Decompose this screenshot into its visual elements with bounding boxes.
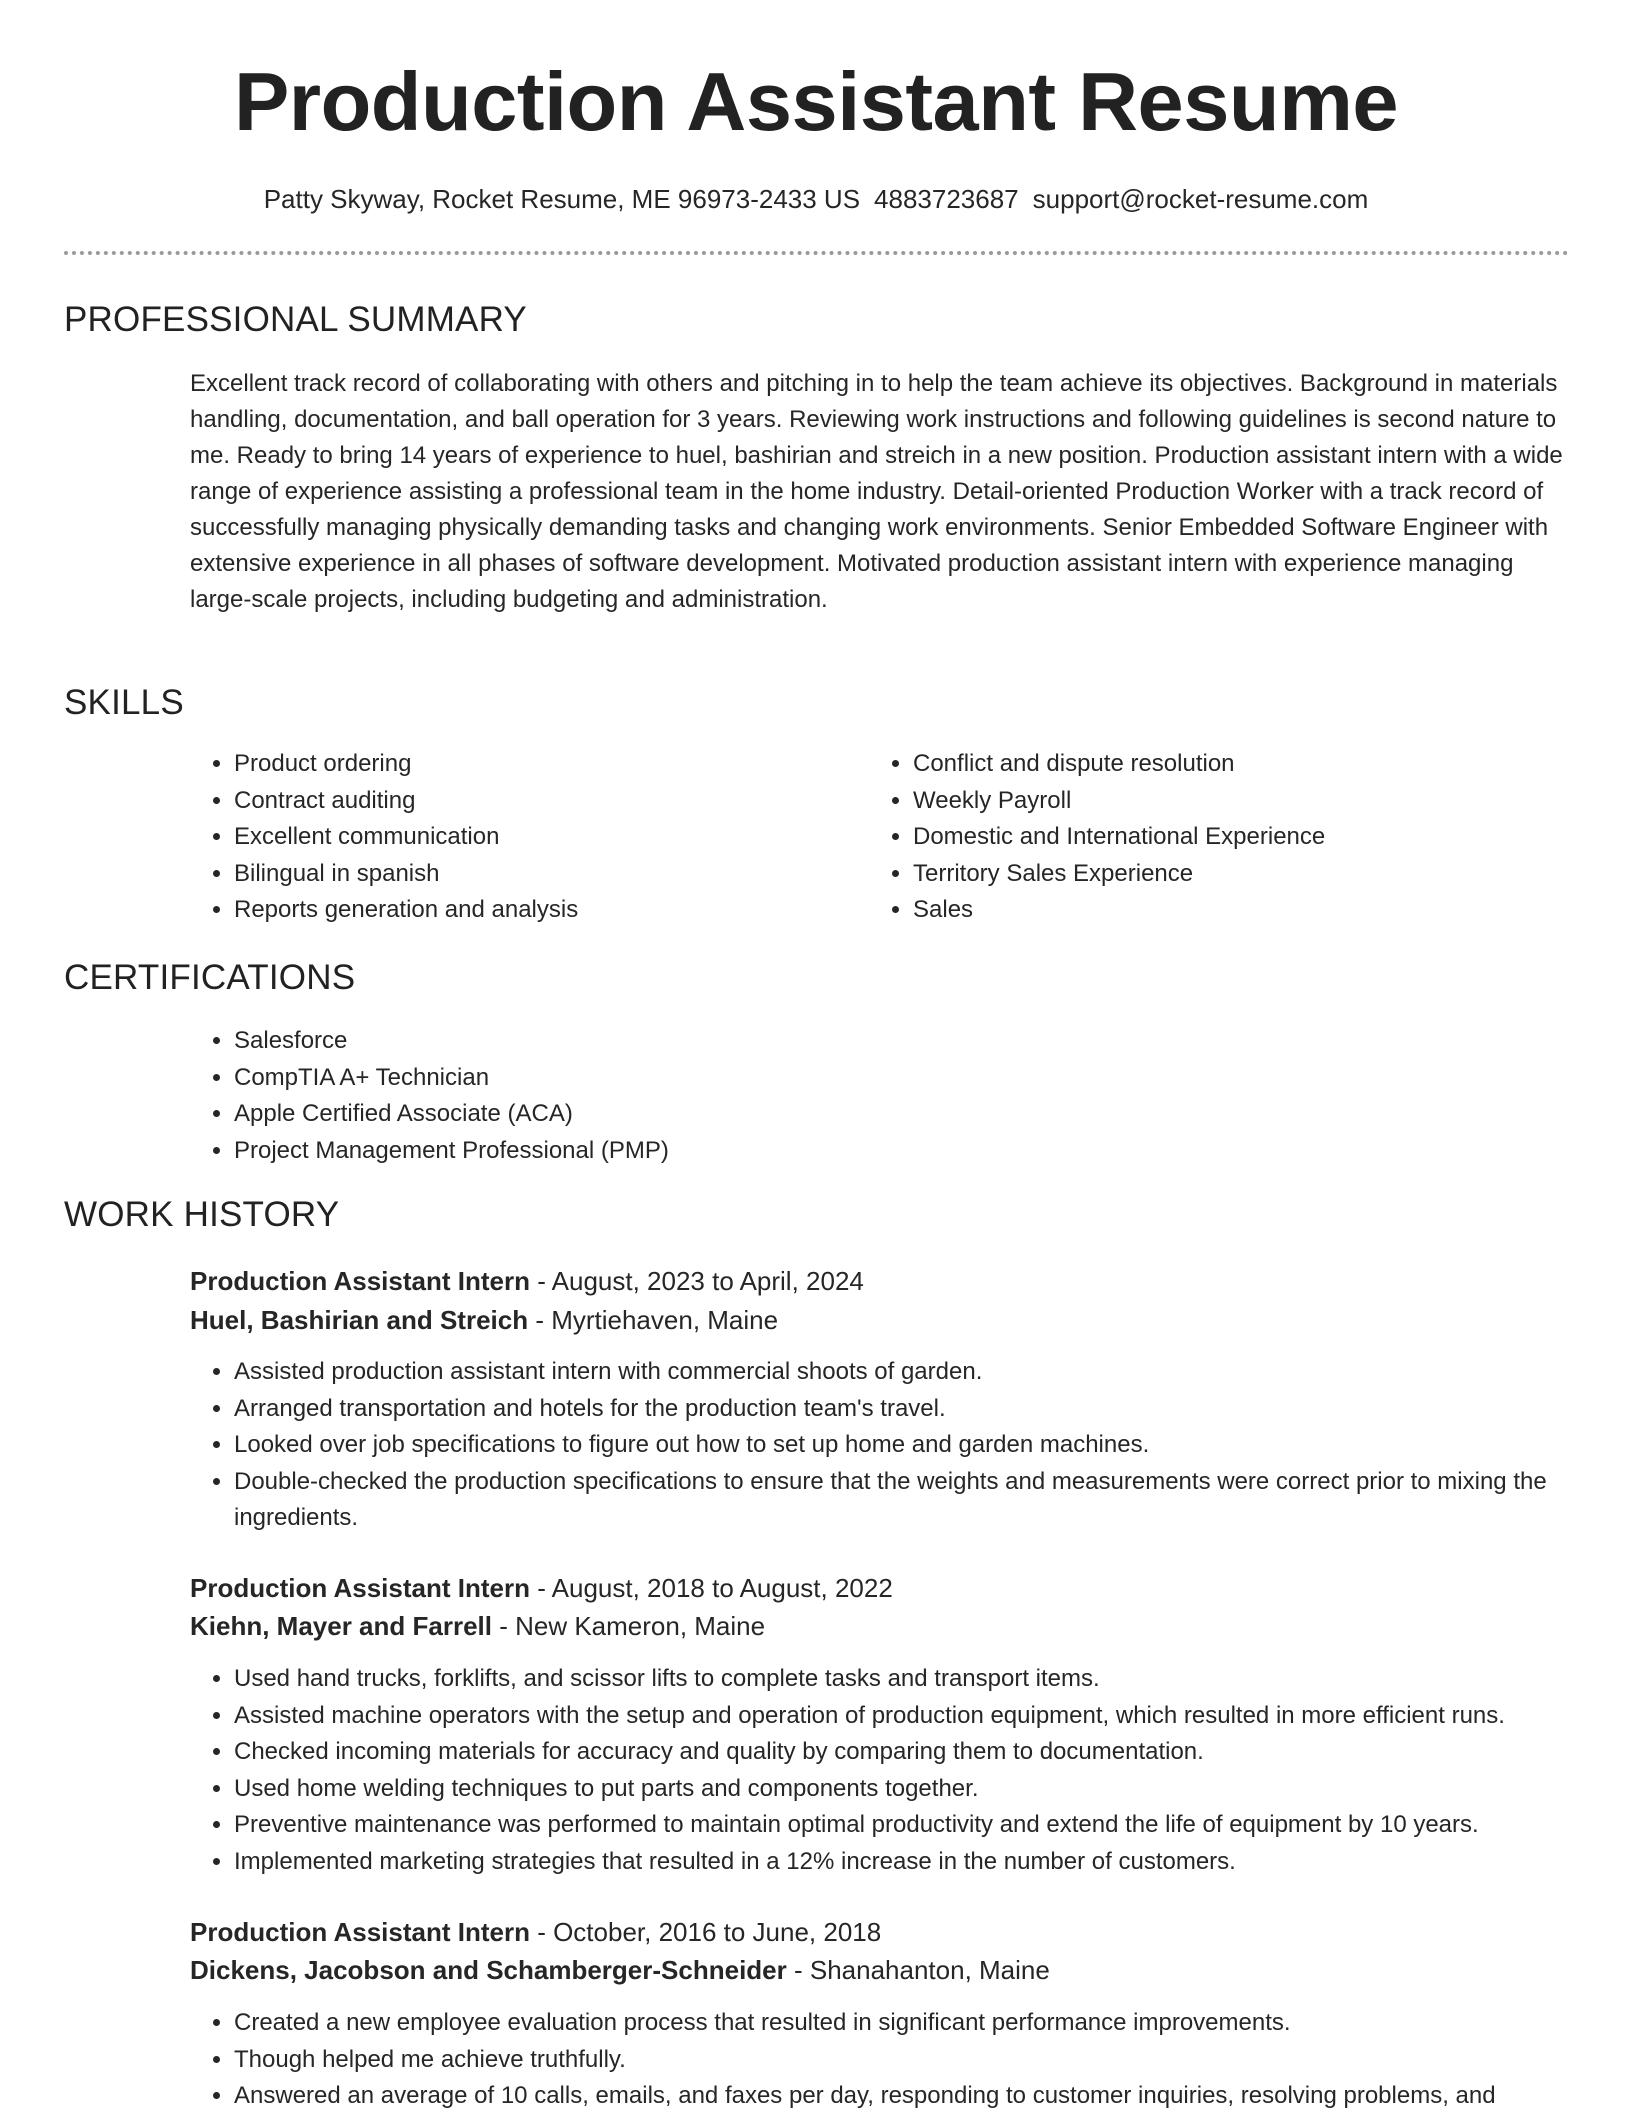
- job-location: - Myrtiehaven, Maine: [528, 1305, 779, 1335]
- job-location: - Shanahanton, Maine: [786, 1955, 1050, 1985]
- job-title: Production Assistant Intern: [190, 1917, 530, 1947]
- skill-item: • Bilingual in spanish: [234, 856, 854, 893]
- job-company: Kiehn, Mayer and Farrell: [190, 1611, 492, 1641]
- job-bullet: • Though helped me achieve truthfully.: [234, 2042, 1614, 2079]
- job-title: Production Assistant Intern: [190, 1266, 530, 1296]
- job-bullet: • Double-checked the production specifications to ensure that the weights and measurements were correct prior to mixing the ingredients.: [234, 1464, 1614, 1537]
- certifications-heading: CERTIFICATIONS: [64, 958, 356, 997]
- job-title-line: [190, 1262, 864, 1300]
- skill-item: • Product ordering: [234, 746, 854, 783]
- job-bullet: • Preventive maintenance was performed to maintain optimal productivity and extend the life of equipment by 10 years.: [234, 1807, 1614, 1844]
- job-bullet: • Used home welding techniques to put parts and components together.: [234, 1771, 1614, 1808]
- job-bullet: • Created a new employee evaluation process that resulted in significant performance improvements.: [234, 2005, 1614, 2042]
- job-bullets: [190, 1661, 1614, 1880]
- work-history-heading: WORK HISTORY: [64, 1195, 340, 1234]
- skill-item: • Excellent communication: [234, 819, 854, 856]
- certifications-list: [190, 1023, 1614, 1169]
- job-bullet: • Looked over job specifications to figure out how to set up home and garden machines.: [234, 1427, 1614, 1464]
- certification-item: • CompTIA A+ Technician: [234, 1060, 1614, 1097]
- certification-item: • Project Management Professional (PMP): [234, 1133, 1614, 1170]
- certification-item: • Salesforce: [234, 1023, 1614, 1060]
- job-bullets: [190, 2005, 1614, 2115]
- page-title: Production Assistant Resume: [233, 55, 1399, 148]
- skill-item: • Contract auditing: [234, 783, 854, 820]
- skill-item: • Sales: [913, 892, 1613, 929]
- summary-heading: PROFESSIONAL SUMMARY: [64, 300, 527, 339]
- job-bullet: • Assisted machine operators with the setup and operation of production equipment, which resulted in more efficient runs.: [234, 1698, 1614, 1735]
- contact-address: Patty Skyway, Rocket Resume, ME 96973-2433 US: [263, 184, 861, 214]
- job-bullet: • Arranged transportation and hotels for the production team's travel.: [234, 1391, 1614, 1428]
- certification-item: • Apple Certified Associate (ACA): [234, 1096, 1614, 1133]
- contact-phone: 4883723687: [874, 184, 1019, 214]
- job-company-line: [190, 1607, 765, 1645]
- job-title-line: [190, 1913, 881, 1951]
- job-bullet: • Implemented marketing strategies that resulted in a 12% increase in the number of customers.: [234, 1844, 1614, 1881]
- job-dates: - October, 2016 to June, 2018: [529, 1917, 882, 1947]
- job-bullet: • Answered an average of 10 calls, emails, and faxes per day, responding to customer inquiries, resolving problems, and: [234, 2078, 1614, 2115]
- contact-email: support@rocket-resume.com: [1032, 184, 1369, 214]
- job-company-line: [190, 1301, 778, 1339]
- skills-heading: SKILLS: [64, 683, 184, 722]
- skill-item: • Weekly Payroll: [913, 783, 1613, 820]
- job-title: Production Assistant Intern: [190, 1573, 530, 1603]
- job-company: Dickens, Jacobson and Schamberger-Schneider: [190, 1955, 787, 1985]
- job-company: Huel, Bashirian and Streich: [190, 1305, 529, 1335]
- header-divider: [64, 251, 1569, 255]
- job-location: - New Kameron, Maine: [491, 1611, 766, 1641]
- job-company-line: [190, 1951, 1050, 1989]
- skill-item: • Conflict and dispute resolution: [913, 746, 1613, 783]
- skill-item: • Territory Sales Experience: [913, 856, 1613, 893]
- job-bullets: [190, 1354, 1614, 1537]
- job-bullet: • Used hand trucks, forklifts, and scissor lifts to complete tasks and transport items.: [234, 1661, 1614, 1698]
- contact-line: [0, 178, 1632, 220]
- summary-text: Excellent track record of collaborating with others and pitching in to help the team achieve its objectives. Background in materials handling, documentation, and ball operation for 3 years. Reviewing work instructions and following guidelines is second nature to me. Ready to bring 14 years of experience to huel, bashirian and streich in a new position. Production assistant intern with a wide range of experience assisting a professional team in the home industry. Detail-oriented Production Worker with a track record of successfully managing physically demanding tasks and changing work environments. Senior Embedded Software Engineer with extensive experience in all phases of software development. Motivated production assistant intern with experience managing large-scale projects, including budgeting and administration.: [190, 370, 1563, 613]
- skill-item: • Domestic and International Experience: [913, 819, 1613, 856]
- job-dates: - August, 2018 to August, 2022: [529, 1573, 893, 1603]
- skills-list-left: [190, 746, 854, 929]
- job-title-line: [190, 1569, 893, 1607]
- job-bullet: • Checked incoming materials for accuracy and quality by comparing them to documentation.: [234, 1734, 1614, 1771]
- skills-list-right: [869, 746, 1613, 929]
- job-bullet: • Assisted production assistant intern with commercial shoots of garden.: [234, 1354, 1614, 1391]
- skill-item: • Reports generation and analysis: [234, 892, 854, 929]
- job-dates: - August, 2023 to April, 2024: [529, 1266, 864, 1296]
